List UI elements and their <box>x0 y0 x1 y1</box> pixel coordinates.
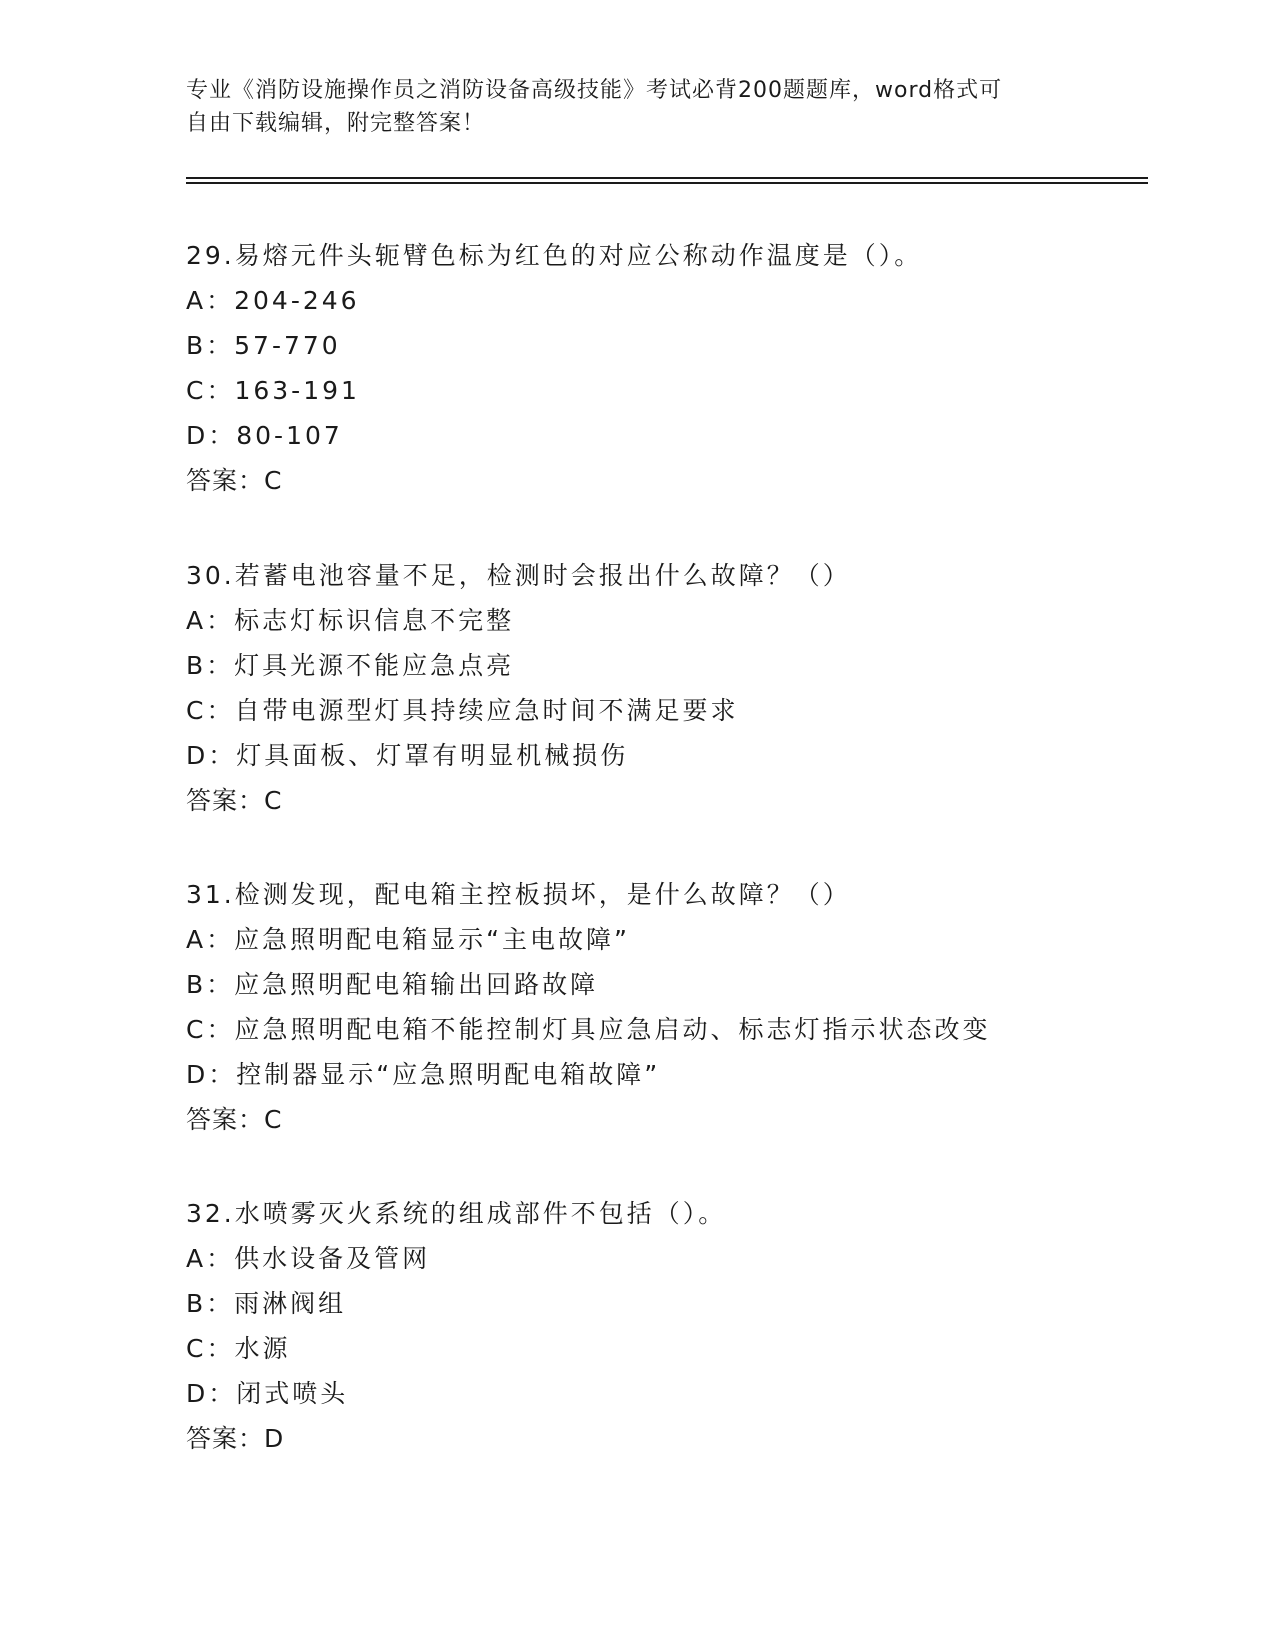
question-stem: 30.若蓄电池容量不足，检测时会报出什么故障？（） <box>186 561 851 590</box>
option-d: D：控制器显示“应急照明配电箱故障” <box>186 1060 661 1089</box>
option-b: B：57-770 <box>186 331 341 360</box>
option-c: C：163-191 <box>186 376 360 405</box>
header-divider-bottom <box>186 182 1148 184</box>
answer: 答案：C <box>186 466 283 495</box>
question-32 <box>186 1191 1146 1461</box>
question-29 <box>186 233 1146 503</box>
option-d: D：闭式喷头 <box>186 1379 349 1408</box>
header-divider-top <box>186 177 1148 179</box>
answer: 答案：C <box>186 786 283 815</box>
option-d: D：80-107 <box>186 421 343 450</box>
option-c: C：自带电源型灯具持续应急时间不满足要求 <box>186 696 739 725</box>
option-a: A：供水设备及管网 <box>186 1244 431 1273</box>
question-stem: 31.检测发现，配电箱主控板损坏，是什么故障？（） <box>186 880 851 909</box>
answer: 答案：C <box>186 1105 283 1134</box>
option-b: B：雨淋阀组 <box>186 1289 347 1318</box>
answer: 答案：D <box>186 1424 285 1453</box>
option-a: A：204-246 <box>186 286 360 315</box>
option-a: A：标志灯标识信息不完整 <box>186 606 515 635</box>
question-stem: 29.易熔元件头轭臂色标为红色的对应公称动作温度是（）。 <box>186 241 923 270</box>
option-a: A：应急照明配电箱显示“主电故障” <box>186 925 631 954</box>
option-b: B：应急照明配电箱输出回路故障 <box>186 970 599 999</box>
question-31 <box>186 872 1146 1142</box>
question-30 <box>186 553 1146 823</box>
option-b: B：灯具光源不能应急点亮 <box>186 651 515 680</box>
option-c: C：水源 <box>186 1334 291 1363</box>
question-stem: 32.水喷雾灭火系统的组成部件不包括（）。 <box>186 1199 727 1228</box>
option-c: C：应急照明配电箱不能控制灯具应急启动、标志灯指示状态改变 <box>186 1015 991 1044</box>
option-d: D：灯具面板、灯罩有明显机械损伤 <box>186 741 629 770</box>
document-header: 专业《消防设施操作员之消防设备高级技能》考试必背200题题库，word格式可 自由下载编辑，附完整答案！ <box>186 78 1003 136</box>
